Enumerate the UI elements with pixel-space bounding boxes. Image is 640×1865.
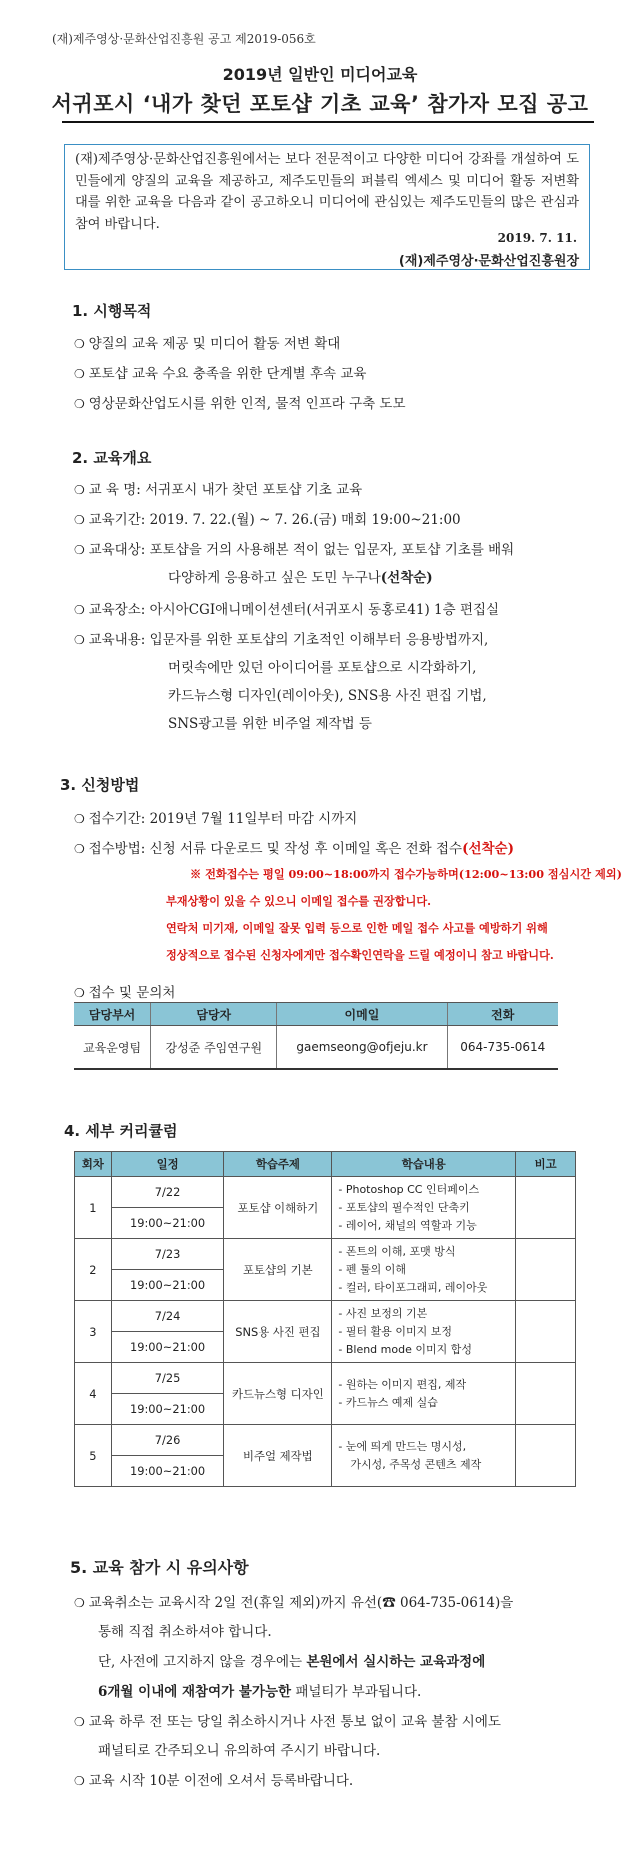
- row-no: 2: [75, 1239, 112, 1301]
- row-time: 19:00~21:00: [111, 1332, 224, 1363]
- row-topic: 카드뉴스형 디자인: [224, 1363, 332, 1425]
- row-no: 4: [75, 1363, 112, 1425]
- title-line1: 2019년 일반인 미디어교육: [222, 65, 418, 84]
- s2-target: ❍ 교육대상: 포토샵을 거의 사용해본 적이 없는 입문자, 포토샵 기초를 배워: [74, 538, 514, 558]
- s2-name: ❍ 교 육 명: 서귀포시 내가 찾던 포토샵 기초 교육: [74, 478, 362, 498]
- s1-item: ❍ 포토샵 교육 수요 충족을 위한 단계별 후속 교육: [74, 362, 366, 382]
- row-content: - 사진 보정의 기본 - 필터 활용 이미지 보정 - Blend mode 이미지 합성: [332, 1301, 516, 1363]
- s2-content-cont: 카드뉴스형 디자인(레이아웃), SNS용 사진 편집 기법,: [168, 688, 487, 704]
- row-no: 5: [75, 1425, 112, 1487]
- s2-target-cont: 다양하게 응용하고 싶은 도민 누구나(선착순): [168, 570, 433, 586]
- title-line2: 서귀포시 ‘내가 찾던 포토샵 기초 교육’ 참가자 모집 공고: [51, 92, 589, 116]
- contact-phone: 064-735-0614: [447, 1026, 558, 1070]
- row-date: 7/25: [111, 1363, 224, 1394]
- s1-item: ❍ 영상문화산업도시를 위한 인적, 물적 인프라 구축 도모: [74, 392, 406, 412]
- curriculum-table: [74, 1151, 576, 1487]
- first-come-red: (선착순): [462, 841, 514, 857]
- contact-header: 담당자: [151, 1003, 277, 1026]
- s5-line: ❍ 교육취소는 교육시작 2일 전(휴일 제외)까지 유선(☎ 064-735-0614)을: [74, 1591, 513, 1611]
- doc-number: (재)제주영상·문화산업진흥원 공고 제2019-056호: [52, 32, 316, 46]
- s5-line: 6개월 이내에 재참여가 불가능한 패널티가 부과됩니다.: [98, 1684, 422, 1700]
- curriculum-header: 비고: [516, 1152, 576, 1177]
- section5-heading: 5. 교육 참가 시 유의사항: [70, 1558, 249, 1577]
- row-note: [516, 1239, 576, 1301]
- row-no: 3: [75, 1301, 112, 1363]
- s2-place: ❍ 교육장소: 아시아CGI애니메이션센터(서귀포시 동홍로41) 1층 편집실: [74, 598, 499, 618]
- contact-header: 담당부서: [74, 1003, 151, 1026]
- s3-note: 부재상황이 있을 수 있으니 이메일 접수를 권장합니다.: [166, 894, 432, 908]
- s2-content-cont: SNS광고를 위한 비주얼 제작법 등: [168, 716, 372, 732]
- s3-note: ※ 전화접수는 평일 09:00~18:00까지 접수가능하며(12:00~13:00 점심시간 제외): [190, 867, 622, 881]
- s3-method: ❍ 접수방법: 신청 서류 다운로드 및 작성 후 이메일 혹은 전화 접수(선착순): [74, 837, 514, 857]
- row-date: 7/26: [111, 1425, 224, 1456]
- contact-header: 전화: [447, 1003, 558, 1026]
- title-underline: [62, 121, 594, 123]
- curriculum-header: 회차: [75, 1152, 112, 1177]
- s3-contact-heading: ❍ 접수 및 문의처: [74, 981, 175, 1001]
- row-topic: 비주얼 제작법: [224, 1425, 332, 1487]
- row-note: [516, 1301, 576, 1363]
- contact-header: 이메일: [277, 1003, 447, 1026]
- contact-person: 강성준 주임연구원: [151, 1026, 277, 1070]
- s3-note: 정상적으로 접수된 신청자에게만 접수확인연락을 드릴 예정이니 참고 바랍니다.: [166, 948, 554, 962]
- row-date: 7/22: [111, 1177, 224, 1208]
- s5-line: ❍ 교육 시작 10분 이전에 오셔서 등록바랍니다.: [74, 1769, 353, 1789]
- section1-heading: 1. 시행목적: [72, 302, 152, 320]
- intro-date: 2019. 7. 11.: [497, 231, 577, 245]
- row-time: 19:00~21:00: [111, 1394, 224, 1425]
- row-content: - 폰트의 이해, 포맷 방식 - 펜 툴의 이해 - 컬러, 타이포그래피, 레이아웃: [332, 1239, 516, 1301]
- s5-line: 통해 직접 취소하셔야 합니다.: [98, 1624, 272, 1640]
- row-topic: 포토샵의 기본: [224, 1239, 332, 1301]
- row-topic: SNS용 사진 편집: [224, 1301, 332, 1363]
- s3-note: 연락처 미기재, 이메일 잘못 입력 등으로 인한 메일 접수 사고를 예방하기 위해: [166, 921, 548, 935]
- contact-table: [74, 1002, 558, 1070]
- row-note: [516, 1425, 576, 1487]
- row-content: - 원하는 이미지 편집, 제작 - 카드뉴스 예제 실습: [332, 1363, 516, 1425]
- section3-heading: 3. 신청방법: [60, 776, 140, 794]
- s1-item: ❍ 양질의 교육 제공 및 미디어 활동 저변 확대: [74, 332, 340, 352]
- s5-line: ❍ 교육 하루 전 또는 당일 취소하시거나 사전 통보 없이 교육 불참 시에도: [74, 1710, 501, 1730]
- contact-email[interactable]: gaemseong@ofjeju.kr: [277, 1026, 447, 1070]
- row-content: - 눈에 띄게 만드는 명시성, 가시성, 주목성 콘텐츠 제작: [332, 1425, 516, 1487]
- intro-signature: (재)제주영상·문화산업진흥원장: [398, 254, 579, 269]
- row-topic: 포토샵 이해하기: [224, 1177, 332, 1239]
- s5-line: 패널티로 간주되오니 유의하여 주시기 바랍니다.: [98, 1743, 381, 1759]
- s2-content-cont: 머릿속에만 있던 아이디어를 포토샵으로 시각화하기,: [168, 660, 477, 676]
- curriculum-header: 학습내용: [332, 1152, 516, 1177]
- row-note: [516, 1363, 576, 1425]
- section2-heading: 2. 교육개요: [72, 449, 152, 467]
- row-time: 19:00~21:00: [111, 1208, 224, 1239]
- s5-line: 단, 사전에 고지하지 않을 경우에는 본원에서 실시하는 교육과정에: [98, 1654, 486, 1670]
- row-time: 19:00~21:00: [111, 1270, 224, 1301]
- section4-heading: 4. 세부 커리큘럼: [64, 1122, 178, 1140]
- first-come-label: (선착순): [380, 570, 433, 586]
- row-date: 7/23: [111, 1239, 224, 1270]
- row-note: [516, 1177, 576, 1239]
- row-no: 1: [75, 1177, 112, 1239]
- s3-period: ❍ 접수기간: 2019년 7월 11일부터 마감 시까지: [74, 807, 357, 827]
- s2-period: ❍ 교육기간: 2019. 7. 22.(월) ~ 7. 26.(금) 매회 19:00~21:00: [74, 508, 461, 528]
- contact-dept: 교육운영팀: [74, 1026, 151, 1070]
- curriculum-header: 일정: [111, 1152, 224, 1177]
- row-time: 19:00~21:00: [111, 1456, 224, 1487]
- row-content: - Photoshop CC 인터페이스 - 포토샵의 필수적인 단축키 - 레이어, 채널의 역할과 기능: [332, 1177, 516, 1239]
- intro-box: [64, 144, 590, 270]
- s2-content: ❍ 교육내용: 입문자를 위한 포토샵의 기초적인 이해부터 응용방법까지,: [74, 628, 488, 648]
- intro-text: (재)제주영상·문화산업진흥원에서는 보다 전문적이고 다양한 미디어 강좌를 개설하여 도민들에게 양질의 교육을 제공하고, 제주도민들의 퍼블릭 엑세스 및 미디어 활동 저변확대를 위한 교육을 다음과 같이 공고하오니 미디어에 관심있는 제주도민들의 많은 관심과 참여 바랍니다.: [75, 152, 579, 232]
- curriculum-header: 학습주제: [224, 1152, 332, 1177]
- row-date: 7/24: [111, 1301, 224, 1332]
